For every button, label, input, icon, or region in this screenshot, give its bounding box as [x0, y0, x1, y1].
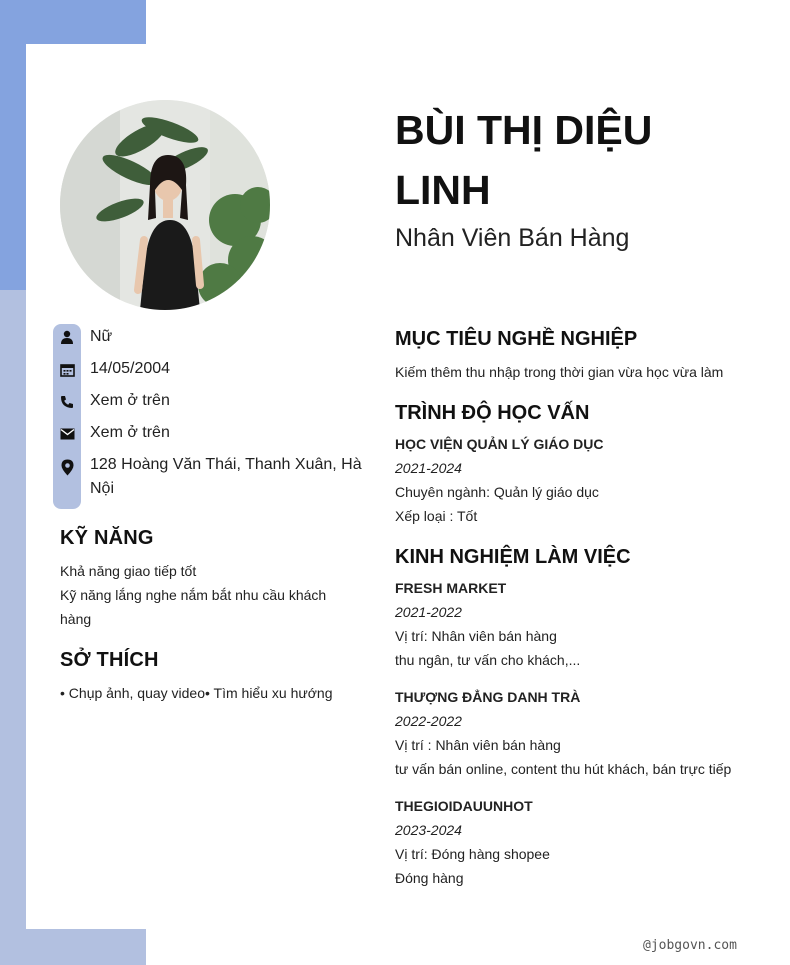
calendar-icon [59, 362, 75, 378]
profile-photo [60, 100, 270, 310]
education-heading: TRÌNH ĐỘ HỌC VẤN [395, 402, 590, 424]
job-position: Vị trí : Nhân viên bán hàng [395, 737, 561, 753]
objective-heading: MỤC TIÊU NGHỀ NGHIỆP [395, 328, 638, 350]
hobbies-text: • Chụp ảnh, quay video• Tìm hiểu xu hướng [60, 685, 333, 701]
phone-icon [59, 394, 75, 410]
job-position: Vị trí: Nhân viên bán hàng [395, 628, 557, 644]
location-icon [59, 459, 75, 475]
mail-icon [59, 426, 75, 442]
contact-address: 128 Hoàng Văn Thái, Thanh Xuân, Hà Nội [90, 456, 362, 497]
job-company: THƯỢNG ĐẲNG DANH TRÀ [395, 689, 581, 705]
watermark-text: @jobgovn.com [643, 938, 737, 953]
job-company: THEGIOIDAUUNHOT [395, 798, 533, 814]
job-position: Vị trí: Đóng hàng shopee [395, 846, 550, 862]
candidate-role: Nhân Viên Bán Hàng [395, 224, 630, 252]
contact-email: Xem ở trên [90, 424, 170, 441]
skill-item: Khả năng giao tiếp tốt [60, 563, 197, 579]
contact-icon-bar [53, 324, 81, 509]
skills-heading: KỸ NĂNG [60, 527, 154, 549]
candidate-name: BÙI THỊ DIỆU LINH [395, 107, 653, 213]
contact-birthdate: 14/05/2004 [90, 360, 171, 377]
education-major: Chuyên ngành: Quản lý giáo dục [395, 484, 599, 500]
experience-heading: KINH NGHIỆM LÀM VIỆC [395, 546, 631, 568]
job-company: FRESH MARKET [395, 580, 507, 596]
job-years: 2022-2022 [395, 713, 462, 729]
contact-gender: Nữ [90, 328, 113, 345]
job-years: 2021-2022 [395, 604, 462, 620]
skill-item: Kỹ năng lắng nghe nắm bắt nhu cầu khách hàng [60, 587, 327, 627]
job-description: tư vấn bán online, content thu hút khách, bán trực tiếp [395, 761, 732, 777]
education-school: HỌC VIỆN QUẢN LÝ GIÁO DỤC [395, 436, 604, 452]
person-icon [59, 329, 75, 345]
objective-text: Kiếm thêm thu nhập trong thời gian vừa học vừa làm [395, 364, 724, 380]
education-years: 2021-2024 [395, 460, 462, 476]
job-description: thu ngân, tư vấn cho khách,... [395, 652, 581, 668]
education-grade: Xếp loại : Tốt [395, 508, 478, 524]
job-years: 2023-2024 [395, 822, 462, 838]
contact-phone: Xem ở trên [90, 392, 170, 409]
job-description: Đóng hàng [395, 870, 464, 886]
hobbies-heading: SỞ THÍCH [60, 649, 159, 671]
